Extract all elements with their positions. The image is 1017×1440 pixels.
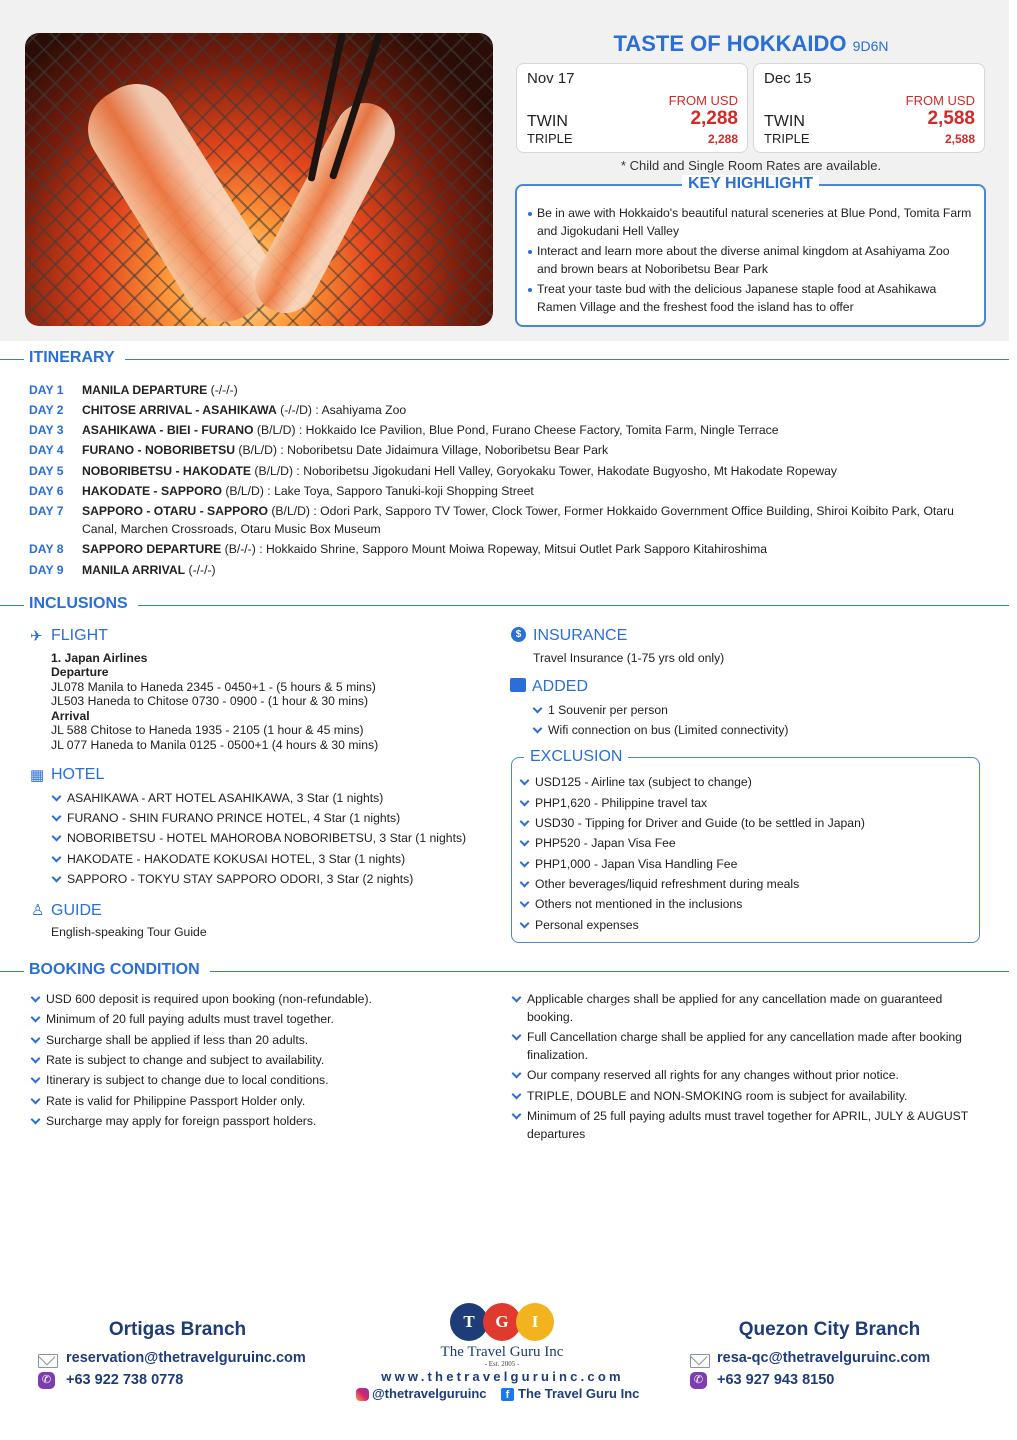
departure-label: Departure: [51, 665, 109, 679]
branch-phone[interactable]: +63 922 738 0778: [66, 1372, 184, 1388]
exclusion-item: PHP1,000 - Japan Visa Handling Fee: [519, 854, 737, 874]
exclusion-item: USD30 - Tipping for Driver and Guide (to be settled in Japan): [519, 813, 865, 833]
added-item: Wifi connection on bus (Limited connectivity): [532, 720, 788, 740]
hero-crab-photo: [25, 33, 493, 326]
triple-label: TRIPLE: [527, 131, 573, 146]
hotel-title: HOTEL: [51, 766, 105, 783]
triple-price: 2,588: [944, 132, 975, 146]
booking-condition-item: Rate is valid for Philippine Passport Holder only.: [30, 1092, 486, 1110]
highlight-item: Interact and learn more about the diverse animal kingdom at Asahiyama Zoo and brown bears at Noboribetsu Bear Park: [527, 242, 972, 278]
exclusion-title: EXCLUSION: [524, 748, 628, 766]
viber-icon: ✆: [690, 1372, 707, 1389]
envelope-icon: [38, 1354, 58, 1368]
section-title: BOOKING CONDITION: [24, 961, 210, 979]
booking-condition-item: Applicable charges shall be applied for any cancellation made on guaranteed booking.: [511, 990, 977, 1026]
branch-phone[interactable]: +63 927 943 8150: [717, 1372, 835, 1388]
price-card: [753, 63, 985, 153]
inclusions-section-header: [0, 595, 1009, 615]
booking-condition-item: TRIPLE, DOUBLE and NON-SMOKING room is subject for availability.: [511, 1087, 977, 1105]
airplane-icon: ✈: [30, 628, 43, 645]
booking-condition-item: Full Cancellation charge shall be applied for any cancellation made after booking finalization.: [511, 1028, 977, 1064]
departure-date: Dec 15: [764, 70, 812, 87]
envelope-icon: [690, 1354, 710, 1368]
hotel-item: NOBORIBETSU - HOTEL MAHOROBA NOBORIBETSU, 3 Star (1 nights): [51, 828, 466, 848]
arrival-label: Arrival: [51, 709, 90, 723]
facebook-icon: f: [501, 1388, 514, 1401]
building-icon: ▦: [30, 767, 45, 784]
price-card: [516, 63, 748, 153]
airline-name: 1. Japan Airlines: [51, 651, 148, 665]
tour-title: TASTE OF HOKKAIDO 9D6N: [613, 31, 889, 56]
price-from-label: FROM USD: [905, 93, 975, 108]
booking-condition-item: USD 600 deposit is required upon booking (non-refundable).: [30, 990, 486, 1008]
booking-condition-item: Rate is subject to change and subject to availability.: [30, 1051, 486, 1069]
branch-email[interactable]: reservation@thetravelguruinc.com: [66, 1350, 306, 1366]
guide-person-icon: ♙: [31, 902, 45, 919]
twin-price: 2,288: [690, 108, 738, 129]
rate-note: * Child and Single Room Rates are available.: [620, 158, 882, 173]
viber-icon: ✆: [38, 1372, 55, 1389]
insurance-text: Travel Insurance (1-75 yrs old only): [533, 651, 725, 665]
flight-segment: JL 588 Chitose to Haneda 1935 - 2105 (1 hour & 45 mins): [51, 723, 364, 737]
highlight-item: Be in awe with Hokkaido's beautiful natural sceneries at Blue Pond, Tomita Farm and Jigokudani Hell Valley: [527, 204, 972, 240]
website-link[interactable]: www.thetravelguruinc.com: [381, 1369, 624, 1384]
booking-condition-item: Surcharge shall be applied if less than 20 adults.: [30, 1031, 486, 1049]
branch-name: Ortigas Branch: [108, 1319, 247, 1340]
twin-price: 2,588: [927, 108, 975, 129]
highlight-item: Treat your taste bud with the delicious Japanese staple food at Asahikawa Ramen Village and the freshest food the island has to offer: [527, 280, 972, 316]
hotel-item: FURANO - SHIN FURANO PRINCE HOTEL, 4 Star (1 nights): [51, 808, 400, 828]
branch-name: Quezon City Branch: [738, 1319, 921, 1340]
price-from-label: FROM USD: [668, 93, 738, 108]
exclusion-item: Personal expenses: [519, 915, 639, 935]
booking-condition-item: Our company reserved all rights for any changes without prior notice.: [511, 1066, 977, 1084]
twin-label: TWIN: [764, 113, 805, 130]
logo-wordmark: The Travel Guru Inc: [440, 1344, 564, 1360]
branch-email[interactable]: resa-qc@thetravelguruinc.com: [717, 1350, 931, 1366]
guide-title: GUIDE: [51, 902, 102, 919]
booking-section-header: [0, 961, 1009, 981]
company-logo: [450, 1301, 554, 1345]
exclusion-item: PHP520 - Japan Visa Fee: [519, 833, 676, 853]
insurance-title: INSURANCE: [533, 627, 628, 644]
key-highlight-title: KEY HIGHLIGHT: [682, 175, 819, 192]
exclusion-item: USD125 - Airline tax (subject to change): [519, 772, 752, 792]
flight-title: FLIGHT: [51, 627, 108, 644]
triple-price: 2,288: [707, 132, 738, 146]
hotel-item: HAKODATE - HAKODATE KOKUSAI HOTEL, 3 Star (1 nights): [51, 849, 405, 869]
hotel-item: SAPPORO - TOKYU STAY SAPPORO ODORI, 3 Star (2 nights): [51, 869, 413, 889]
flight-segment: JL503 Haneda to Chitose 0730 - 0900 - (1 hour & 30 mins): [51, 694, 369, 708]
added-item: 1 Souvenir per person: [532, 700, 668, 720]
logo-letter: G: [483, 1303, 521, 1341]
key-highlight-box: [515, 175, 986, 327]
twin-label: TWIN: [527, 113, 568, 130]
guide-text: English-speaking Tour Guide: [51, 925, 207, 939]
itinerary-section-header: [0, 349, 1009, 369]
booking-condition-item: Itinerary is subject to change due to local conditions.: [30, 1071, 486, 1089]
exclusion-item: Others not mentioned in the inclusions: [519, 894, 742, 914]
gift-icon: [510, 678, 526, 692]
section-title: ITINERARY: [24, 349, 125, 367]
booking-condition-item: Minimum of 25 full paying adults must travel together for APRIL, JULY & AUGUST departures: [511, 1107, 977, 1143]
flight-segment: JL 077 Haneda to Manila 0125 - 0500+1 (4 hours & 30 mins): [51, 738, 379, 752]
logo-letter: I: [516, 1303, 554, 1341]
instagram-handle[interactable]: @thetravelguruinc: [372, 1386, 487, 1401]
booking-condition-item: Minimum of 20 full paying adults must travel together.: [30, 1010, 486, 1028]
logo-established: - Est. 2005 -: [484, 1360, 520, 1368]
facebook-page[interactable]: The Travel Guru Inc: [518, 1386, 640, 1401]
exclusion-item: Other beverages/liquid refreshment during meals: [519, 874, 799, 894]
section-title: INCLUSIONS: [24, 595, 138, 613]
logo-letter: T: [450, 1303, 488, 1341]
booking-condition-item: Surcharge may apply for foreign passport holders.: [30, 1112, 486, 1130]
added-title: ADDED: [532, 678, 589, 695]
departure-date: Nov 17: [527, 70, 575, 87]
triple-label: TRIPLE: [764, 131, 810, 146]
exclusion-item: PHP1,620 - Philippine travel tax: [519, 793, 707, 813]
flight-segment: JL078 Manila to Haneda 2345 - 0450+1 - (5 hours & 5 mins): [51, 680, 376, 694]
instagram-icon: [356, 1388, 369, 1401]
shield-dollar-icon: $: [511, 627, 526, 642]
hotel-item: ASAHIKAWA - ART HOTEL ASAHIKAWA, 3 Star (1 nights): [51, 788, 383, 808]
